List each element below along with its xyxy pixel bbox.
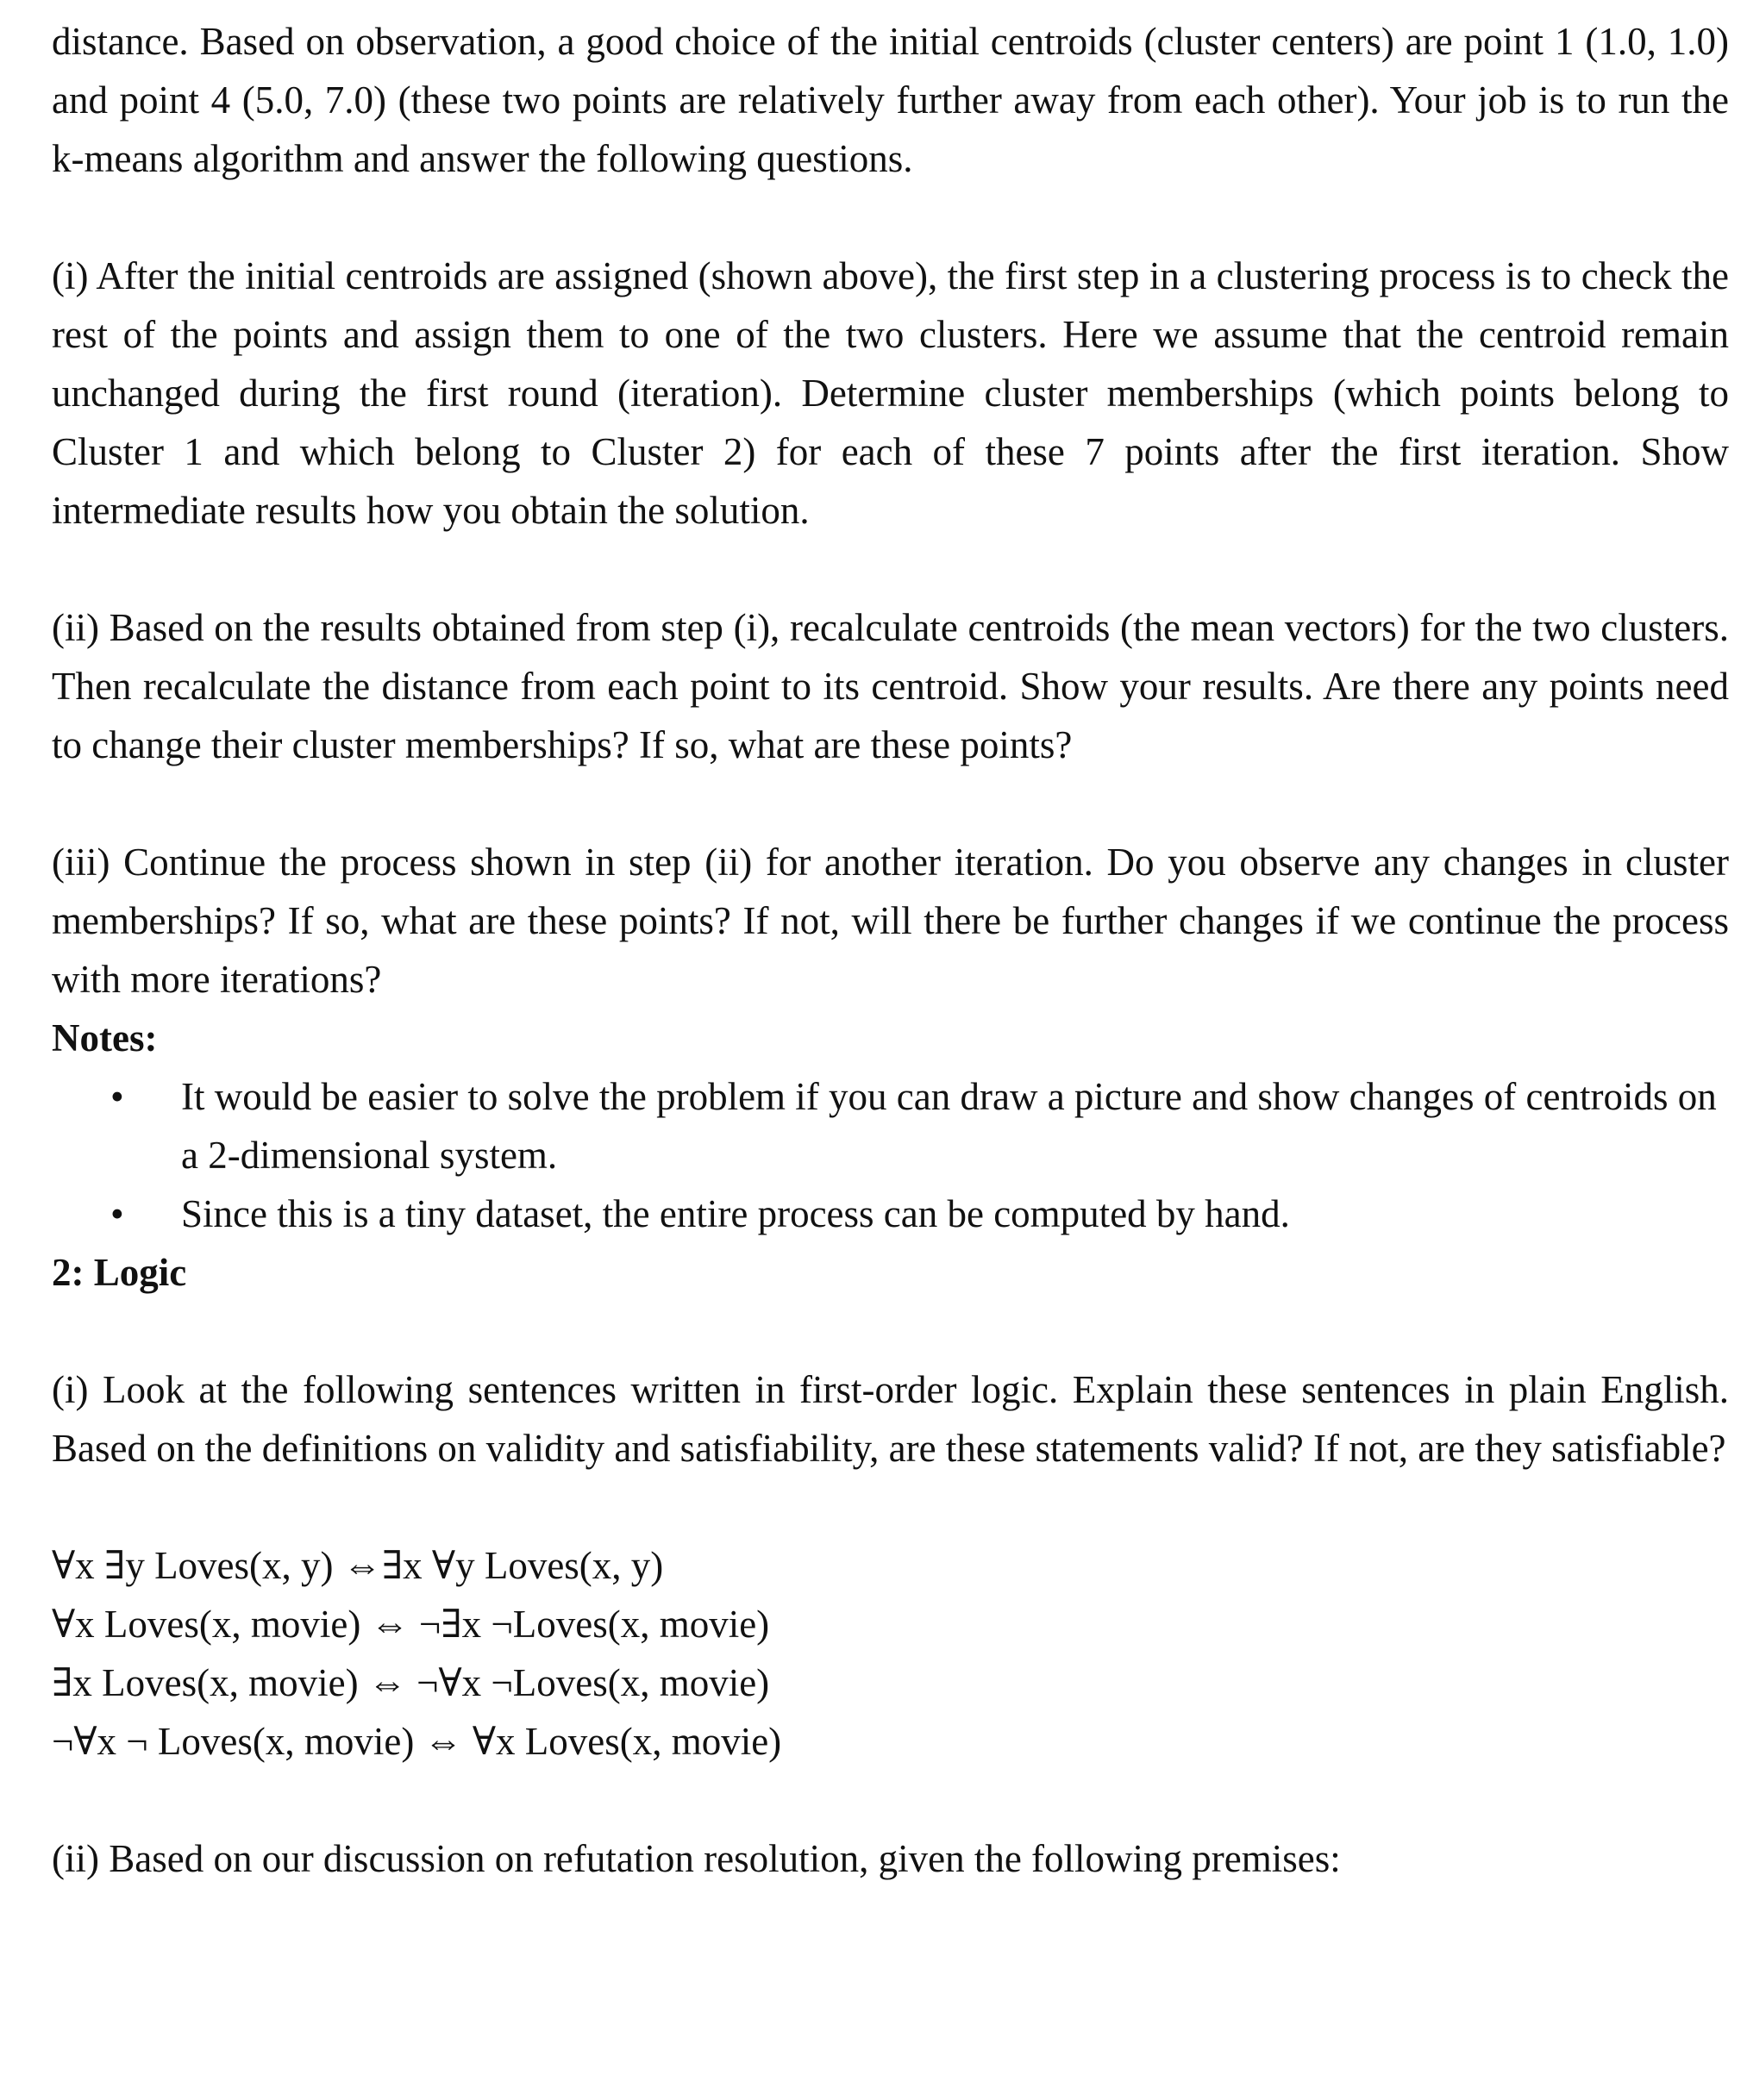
kmeans-question-i: (i) After the initial centroids are assigned (shown above), the first step in a clustering process is to check the rest of the points and assign them to one of the two clusters. Here we assume that the centroid remain unchanged during the first round (iteration). Determine cluster memberships (which points belong to Cluster 1 and which belong to Cluster 2) for each of these 7 points after the first iteration. Show intermediate results how you obtain the solution. <box>52 254 1729 532</box>
document-page <box>52 12 1729 1888</box>
logic-sentence: ∃x Loves(x, movie) ⇔ ¬∀x ¬Loves(x, movie) <box>52 1661 770 1704</box>
notes-item-text: Since this is a tiny dataset, the entire process can be computed by hand. <box>181 1192 1290 1235</box>
logic-section-heading: 2: Logic <box>52 1251 187 1294</box>
logic-sentences <box>52 1536 1729 1771</box>
notes-list <box>52 1067 1729 1243</box>
bullet-icon: • <box>110 1192 124 1235</box>
bullet-icon: • <box>110 1075 124 1118</box>
notes-item-text: It would be easier to solve the problem if you can draw a picture and show changes of centroids on a 2-dimensional system. <box>181 1075 1717 1177</box>
kmeans-question-iii: (iii) Continue the process shown in step (ii) for another iteration. Do you observe any changes in cluster memberships? If so, what are these points? If not, will there be further changes if we continue the process with more iterations? <box>52 841 1729 1001</box>
notes-heading: Notes: <box>52 1016 158 1059</box>
kmeans-question-ii: (ii) Based on the results obtained from step (i), recalculate centroids (the mean vectors) for the two clusters. Then recalculate the distance from each point to its centroid. Show your results. Are there any points need to change their cluster memberships? If so, what are these points? <box>52 606 1729 766</box>
logic-question-i: (i) Look at the following sentences written in first-order logic. Explain these sentences in plain English. Based on the definitions on validity and satisfiability, are these statements valid? If not, are they satisfiable? <box>52 1368 1729 1470</box>
logic-sentence: ∀x Loves(x, movie) ⇔ ¬∃x ¬Loves(x, movie) <box>52 1603 770 1646</box>
logic-sentence: ∀x ∃y Loves(x, y) ⇔∃x ∀y Loves(x, y) <box>52 1544 664 1587</box>
logic-question-ii: (ii) Based on our discussion on refutation resolution, given the following premises: <box>52 1837 1341 1880</box>
notes-item <box>52 1067 1729 1184</box>
notes-item <box>52 1184 1729 1243</box>
logic-sentence: ¬∀x ¬ Loves(x, movie) ⇔ ∀x Loves(x, movie) <box>52 1720 782 1763</box>
intro-paragraph: distance. Based on observation, a good choice of the initial centroids (cluster centers) are point 1 (1.0, 1.0) and point 4 (5.0, 7.0) (these two points are relatively further away from each other). Your job is to run the k-means algorithm and answer the following questions. <box>52 20 1729 180</box>
